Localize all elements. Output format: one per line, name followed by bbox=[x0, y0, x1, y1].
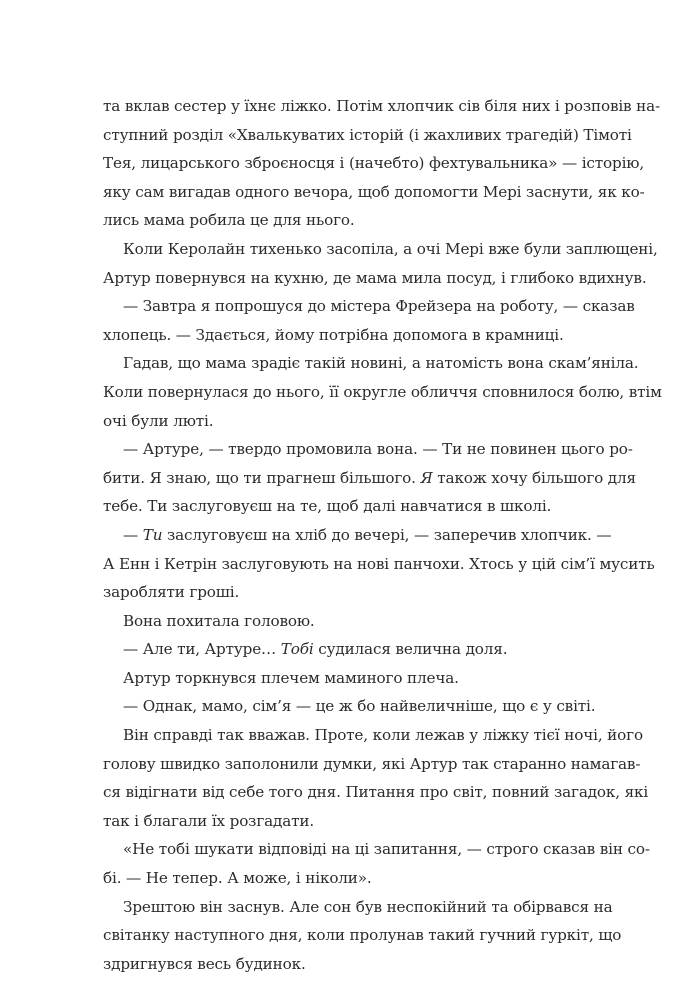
text-line: бити. Я знаю, що ти прагнеш більшого. Я також хочу більшого для bbox=[103, 468, 636, 487]
paragraph bbox=[103, 435, 636, 521]
text-line: бі. — Не тепер. А може, і ніколи». bbox=[103, 869, 372, 888]
paragraph bbox=[103, 292, 635, 349]
text-line: Коли повернулася до нього, її округле обличчя сповнилося болю, втім bbox=[103, 382, 662, 401]
paragraph bbox=[103, 635, 587, 664]
paragraph bbox=[103, 349, 662, 435]
text-line: Артур повернувся на кухню, де мама мила посуд, і глибоко вдихнув. bbox=[103, 268, 647, 287]
body-text bbox=[103, 92, 662, 978]
text-line: Артур торкнувся плечем маминого плеча. bbox=[123, 668, 459, 687]
text-line: Він справді так вважав. Проте, коли лежав у ліжку тієї ночі, його bbox=[123, 726, 643, 745]
italic-emphasis: Я bbox=[420, 468, 433, 487]
text-line: хлопець. — Здається, йому потрібна допомога в крамниці. bbox=[103, 325, 564, 344]
text-line: очі були люті. bbox=[103, 411, 214, 430]
text-line: яку сам вигадав одного вечора, щоб допомогти Мері заснути, як ко- bbox=[103, 182, 645, 201]
text-line: — Однак, мамо, сім’я — це ж бо найвеличніше, що є у світі. bbox=[123, 697, 596, 716]
paragraph bbox=[103, 692, 596, 721]
italic-emphasis: Ти bbox=[142, 525, 163, 544]
text-line: тебе. Ти заслуговуєш на те, щоб далі навчатися в школі. bbox=[103, 497, 552, 516]
paragraph bbox=[103, 92, 660, 235]
text-line: заробляти гроші. bbox=[103, 583, 240, 602]
text-line: — Артуре, — твердо промовила вона. — Ти не повинен цього ро- bbox=[123, 440, 633, 459]
text-line: — Але ти, Артуре… Тобі судилася велична доля. bbox=[123, 640, 508, 659]
text-line: світанку наступного дня, коли пролунав такий гучний гуркіт, що bbox=[103, 926, 622, 945]
text-line: Гадав, що мама зрадіє такій новині, а натомість вона скам’яніла. bbox=[123, 354, 639, 373]
text-line: Зрештою він заснув. Але сон був неспокійний та обірвався на bbox=[123, 897, 613, 916]
text-line: лись мама робила це для нього. bbox=[103, 211, 355, 230]
text-line: «Не тобі шукати відповіді на ці запитання, — строго сказав він со- bbox=[123, 840, 650, 859]
italic-emphasis: Тобі bbox=[280, 640, 314, 659]
text-line: так і благали їх розгадати. bbox=[103, 811, 315, 830]
paragraph bbox=[103, 835, 650, 892]
text-line: А Енн і Кетрін заслуговують на нові панчохи. Хтось у цій сім’ї мусить bbox=[103, 554, 655, 573]
text-line: Тея, лицарського зброєносця і (начебто) фехтувальника» — історію, bbox=[103, 154, 645, 173]
text-line: Вона похитала головою. bbox=[123, 611, 315, 630]
paragraph bbox=[103, 664, 587, 693]
text-line: ступний розділ «Хвалькуватих історій (і жахливих трагедій) Тімоті bbox=[103, 125, 632, 144]
text-line: голову швидко заполонили думки, які Артур так старанно намагав- bbox=[103, 754, 641, 773]
text-line: здригнувся весь будинок. bbox=[103, 954, 306, 973]
paragraph bbox=[103, 721, 649, 835]
paragraph bbox=[103, 607, 587, 636]
text-line: — Завтра я попрошуся до містера Фрейзера на роботу, — сказав bbox=[123, 297, 635, 316]
paragraph bbox=[103, 893, 622, 979]
paragraph bbox=[103, 521, 655, 607]
paragraph bbox=[103, 235, 658, 292]
text-line: — Ти заслуговуєш на хліб до вечері, — заперечив хлопчик. — bbox=[123, 525, 612, 544]
text-line: ся відігнати від себе того дня. Питання про світ, повний загадок, які bbox=[103, 783, 649, 802]
text-line: Коли Керолайн тихенько засопіла, а очі Мері вже були заплющені, bbox=[123, 239, 658, 258]
text-line: та вклав сестер у їхнє ліжко. Потім хлопчик сів біля них і розповів на- bbox=[103, 97, 660, 115]
